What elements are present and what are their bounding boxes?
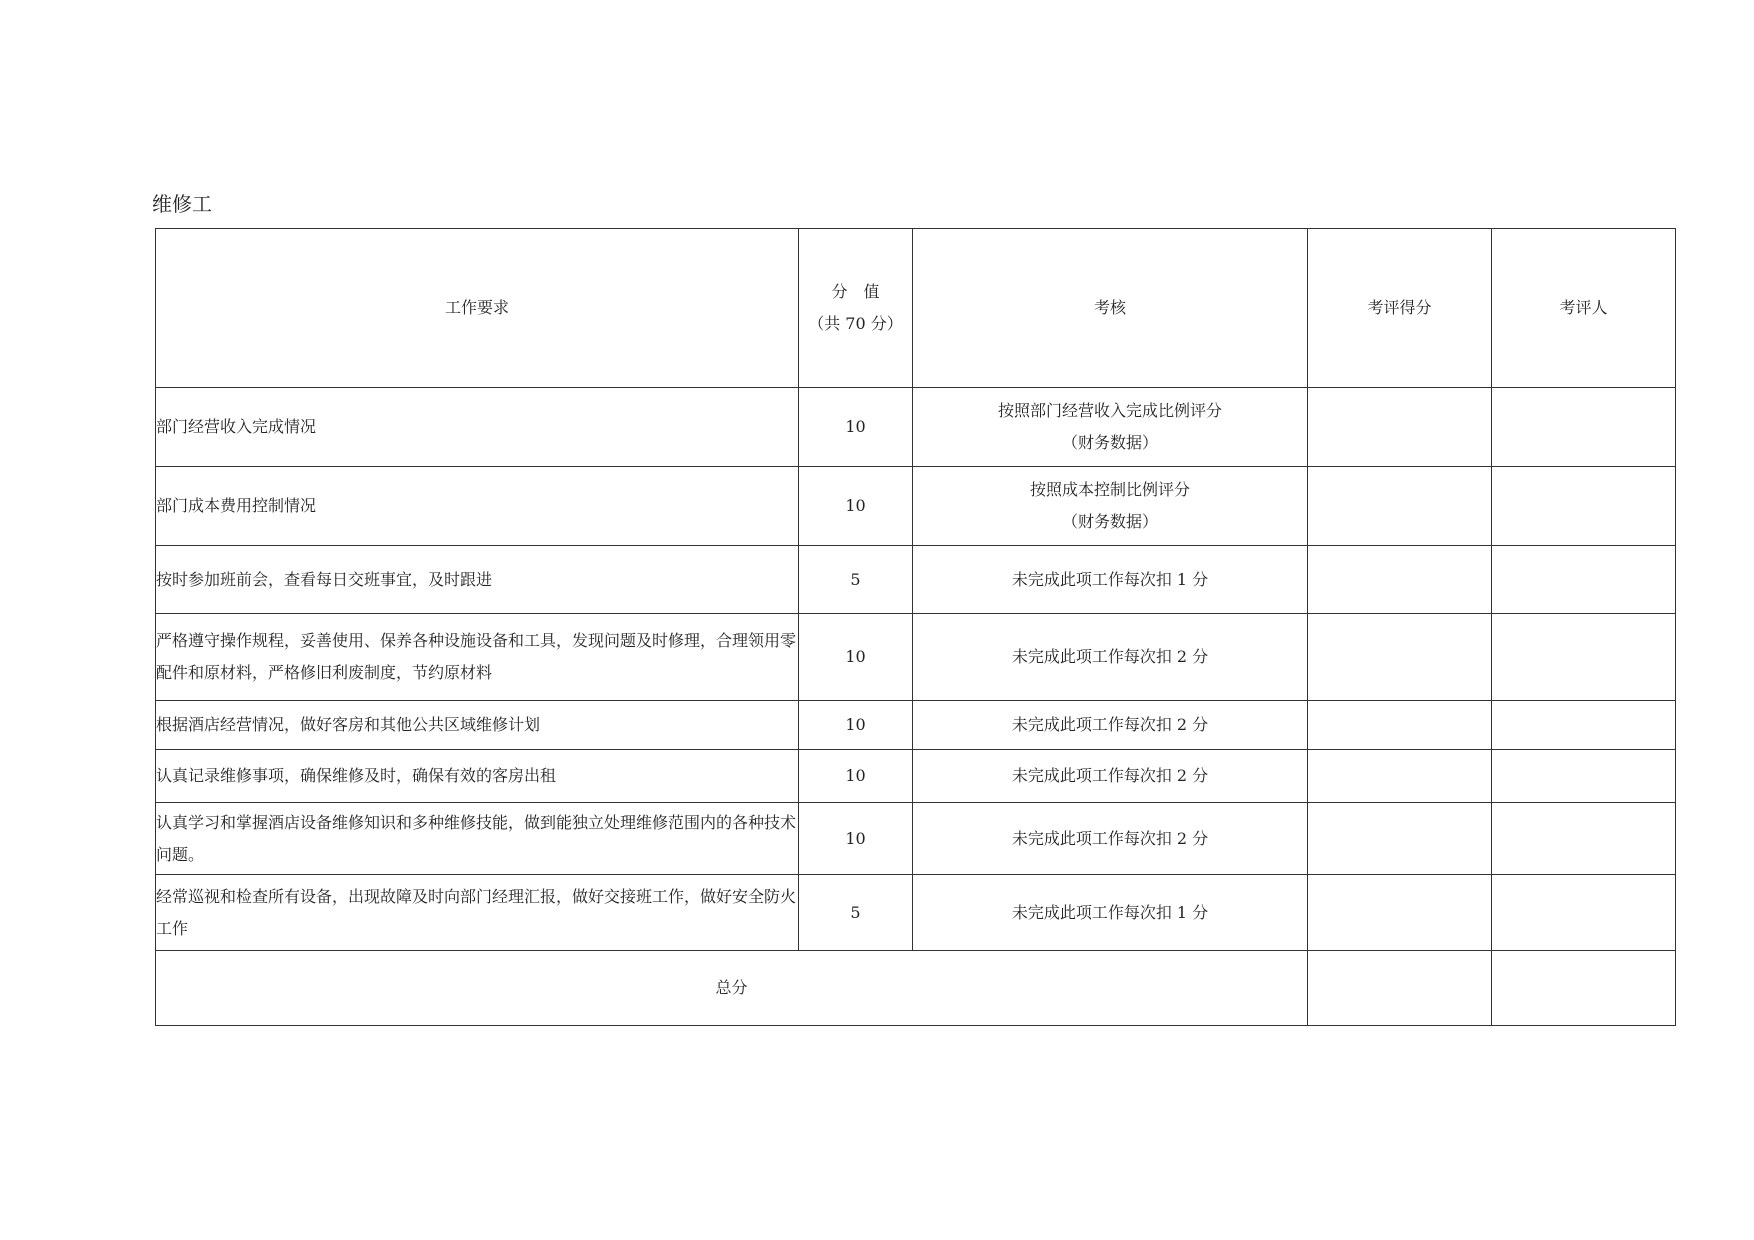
evaluation-score-cell[interactable] xyxy=(1308,388,1492,467)
score-cell: 10 xyxy=(799,750,913,803)
requirement-cell: 根据酒店经营情况，做好客房和其他公共区域维修计划 xyxy=(156,701,799,750)
evaluation-score-cell[interactable] xyxy=(1308,546,1492,614)
header-evaluator: 考评人 xyxy=(1492,229,1676,388)
assessment-cell xyxy=(913,388,1308,467)
evaluator-cell[interactable] xyxy=(1492,875,1676,951)
evaluation-score-cell[interactable] xyxy=(1308,467,1492,546)
header-score-label: 分 值 xyxy=(831,282,880,301)
assessment-text: 按照部门经营收入完成比例评分 xyxy=(997,401,1222,420)
evaluation-score-cell[interactable] xyxy=(1308,875,1492,951)
requirement-cell: 认真记录维修事项，确保维修及时，确保有效的客房出租 xyxy=(156,750,799,803)
requirement-cell: 认真学习和掌握酒店设备维修知识和多种维修技能，做到能独立处理维修范围内的各种技术问题。 xyxy=(156,803,799,875)
evaluator-cell[interactable] xyxy=(1492,701,1676,750)
requirement-cell: 部门成本费用控制情况 xyxy=(156,467,799,546)
assessment-cell: 未完成此项工作每次扣 2 分 xyxy=(913,803,1308,875)
table-header-row xyxy=(156,229,1676,388)
table-row xyxy=(156,614,1676,701)
page-title: 维修工 xyxy=(152,192,212,216)
total-score-cell[interactable] xyxy=(1308,951,1492,1026)
requirement-cell: 严格遵守操作规程，妥善使用、保养各种设施设备和工具，发现问题及时修理，合理领用零配件和原材料，严格修旧利废制度，节约原材料 xyxy=(156,614,799,701)
score-cell: 10 xyxy=(799,614,913,701)
evaluator-cell[interactable] xyxy=(1492,467,1676,546)
header-score xyxy=(799,229,913,388)
score-cell: 10 xyxy=(799,388,913,467)
table-row xyxy=(156,388,1676,467)
assessment-note: （财务数据） xyxy=(1061,433,1158,452)
assessment-cell xyxy=(913,467,1308,546)
table-row xyxy=(156,875,1676,951)
table-row xyxy=(156,467,1676,546)
table-row xyxy=(156,750,1676,803)
assessment-cell: 未完成此项工作每次扣 1 分 xyxy=(913,875,1308,951)
header-score-total: （共 70 分） xyxy=(808,314,903,333)
evaluation-score-cell[interactable] xyxy=(1308,803,1492,875)
evaluation-score-cell[interactable] xyxy=(1308,701,1492,750)
table-row xyxy=(156,803,1676,875)
score-cell: 10 xyxy=(799,701,913,750)
assessment-cell: 未完成此项工作每次扣 2 分 xyxy=(913,701,1308,750)
total-evaluator-cell[interactable] xyxy=(1492,951,1676,1026)
assessment-cell: 未完成此项工作每次扣 2 分 xyxy=(913,750,1308,803)
score-cell: 5 xyxy=(799,546,913,614)
score-cell: 10 xyxy=(799,467,913,546)
evaluator-cell[interactable] xyxy=(1492,614,1676,701)
evaluator-cell[interactable] xyxy=(1492,803,1676,875)
evaluation-table xyxy=(155,228,1676,1026)
header-requirement: 工作要求 xyxy=(156,229,799,388)
total-row xyxy=(156,951,1676,1026)
total-label: 总分 xyxy=(156,951,1308,1026)
table-row xyxy=(156,701,1676,750)
score-cell: 5 xyxy=(799,875,913,951)
table-row xyxy=(156,546,1676,614)
assessment-cell: 未完成此项工作每次扣 1 分 xyxy=(913,546,1308,614)
score-cell: 10 xyxy=(799,803,913,875)
evaluator-cell[interactable] xyxy=(1492,388,1676,467)
header-assessment: 考核 xyxy=(913,229,1308,388)
requirement-cell: 按时参加班前会，查看每日交班事宜，及时跟进 xyxy=(156,546,799,614)
header-evaluation-score: 考评得分 xyxy=(1308,229,1492,388)
evaluator-cell[interactable] xyxy=(1492,546,1676,614)
assessment-text: 按照成本控制比例评分 xyxy=(1029,480,1190,499)
assessment-cell: 未完成此项工作每次扣 2 分 xyxy=(913,614,1308,701)
evaluation-score-cell[interactable] xyxy=(1308,750,1492,803)
assessment-note: （财务数据） xyxy=(1061,512,1158,531)
requirement-cell: 经常巡视和检查所有设备，出现故障及时向部门经理汇报，做好交接班工作，做好安全防火工作 xyxy=(156,875,799,951)
evaluator-cell[interactable] xyxy=(1492,750,1676,803)
requirement-cell: 部门经营收入完成情况 xyxy=(156,388,799,467)
evaluation-score-cell[interactable] xyxy=(1308,614,1492,701)
